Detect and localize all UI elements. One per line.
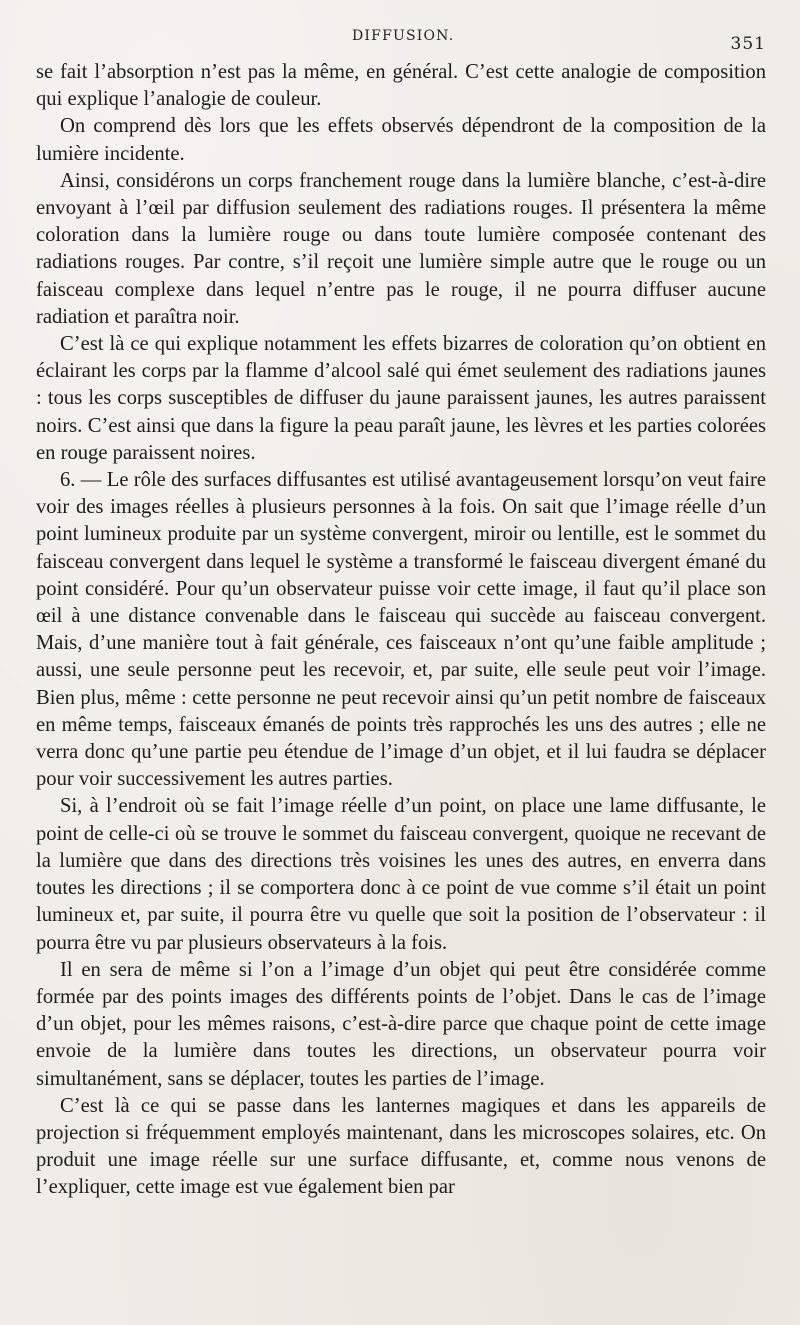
paragraph: se fait l’absorption n’est pas la même, en général. C’est cette analogie de composition qui explique l’analogie de couleur. bbox=[36, 61, 766, 111]
paragraph: Si, à l’endroit où se fait l’image réelle d’un point, on place une lame diffusante, le point de celle-ci où se trouve le sommet du faisceau convergent, quoique ne recevant de la lumière que dans des directions très voisines les unes des autres, en enverra dans toutes les directions ; il se comportera donc à ce point de vue comme s’il était un point lumineux et, par suite, il pourra être vu quelle que soit la position de l’observateur : il pourra être vu par plusieurs observateurs à la fois. bbox=[36, 795, 766, 954]
body-text bbox=[36, 59, 766, 1202]
paragraph: On comprend dès lors que les effets observés dépendront de la composition de la lumière incidente. bbox=[36, 115, 766, 165]
paragraph: 6. — Le rôle des surfaces diffusantes est utilisé avantageusement lorsqu’on veut faire voir des images réelles à plusieurs personnes à la fois. On sait que l’image réelle d’un point lumineux produite par un système convergent, miroir ou lentille, est le sommet du faisceau convergent dans lequel le système a transformé le faisceau divergent émané du point considéré. Pour qu’un observateur puisse voir cette image, il faut qu’il place son œil à une distance convenable dans le faisceau qui succède au faisceau convergent. Mais, d’une manière tout à fait générale, ces faisceaux n’ont qu’une faible amplitude ; aussi, une seule personne peut les recevoir, et, par suite, elle seule peut voir l’image. Bien plus, même : cette personne ne peut recevoir ainsi qu’un petit nombre de faisceaux en même temps, faisceaux émanés de points très rapprochés les uns des autres ; elle ne verra donc qu’une partie peu étendue de l’image d’un objet, et il lui faudra se déplacer pour voir successivement les autres parties. bbox=[36, 469, 766, 791]
page-header bbox=[0, 26, 800, 54]
running-title: DIFFUSION. bbox=[352, 28, 455, 44]
paragraph: Il en sera de même si l’on a l’image d’un objet qui peut être considérée comme formée par des points images des différents points de l’objet. Dans le cas de l’image d’un objet, pour les mêmes raisons, c’est-à-dire parce que chaque point de cette image envoie de la lumière dans toutes les directions, un observateur pourra voir simultanément, sans se déplacer, toutes les parties de l’image. bbox=[36, 958, 766, 1090]
paragraph: C’est là ce qui explique notamment les effets bizarres de coloration qu’on obtient en éclairant les corps par la flamme d’alcool salé qui émet seulement des radiations jaunes : tous les corps susceptibles de diffuser du jaune paraissent jaunes, les autres paraissent noirs. C’est ainsi que dans la figure la peau paraît jaune, les lèvres et les parties colorées en rouge paraissent noires. bbox=[36, 333, 766, 464]
page-number: 351 bbox=[730, 34, 766, 54]
paragraph: C’est là ce qui se passe dans les lanternes magiques et dans les appareils de projection si fréquemment employés maintenant, dans les microscopes solaires, etc. On produit une image réelle sur une surface diffusante, et, comme nous venons de l’expliquer, cette image est vue également bien par bbox=[36, 1094, 766, 1199]
paragraph: Ainsi, considérons un corps franchement rouge dans la lumière blanche, c’est-à-dire envoyant à l’œil par diffusion seulement des radiations rouges. Il présentera la même coloration dans la lumière rouge ou dans toute lumière composée contenant des radiations rouges. Par contre, s’il reçoit une lumière simple autre que le rouge ou un faisceau complexe dans lequel n’entre pas le rouge, il ne pourra diffuser aucune radiation et paraîtra noir. bbox=[36, 169, 766, 328]
